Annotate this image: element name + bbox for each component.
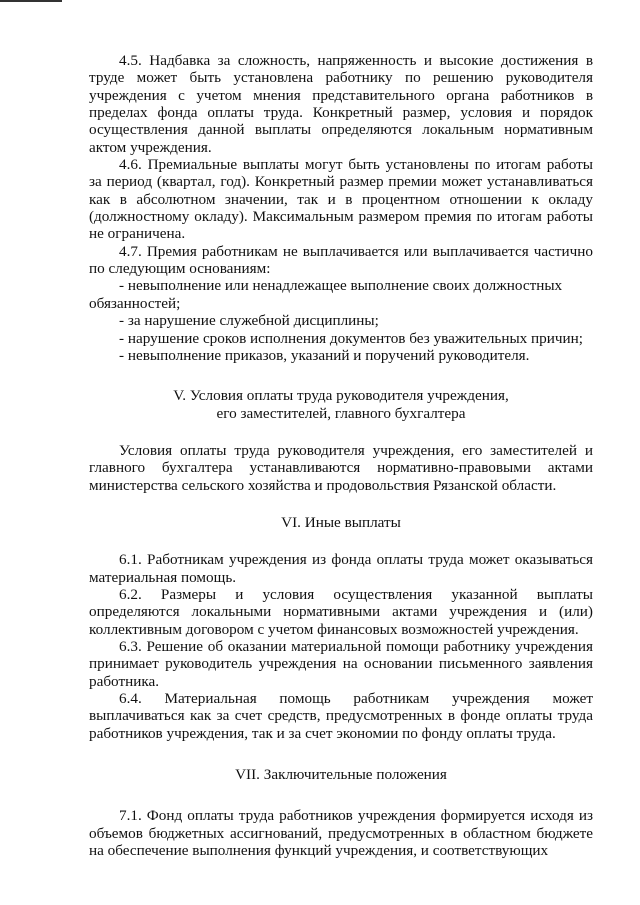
paragraph-6-1: 6.1. Работникам учреждения из фонда оплаты труда может оказываться материальная помощь. <box>89 551 593 586</box>
section-5-title-line2: его заместителей, главного бухгалтера <box>216 404 466 422</box>
paragraph-6-3: 6.3. Решение об оказании материальной помощи работнику учреждения принимает руководитель учреждения на основании письменного заявления работника. <box>89 637 593 690</box>
paragraph-6-2: 6.2. Размеры и условия осуществления указанной выплаты определяются локальными нормативными актами учреждения и (или) коллективным договором с учетом финансовых возможностей учреждения. <box>89 585 593 638</box>
section-5-title-line1: V. Условия оплаты труда руководителя учреждения, <box>173 387 509 405</box>
list-item-discipline: - за нарушение служебной дисциплины; <box>119 312 379 330</box>
paragraph-4-7: 4.7. Премия работникам не выплачивается или выплачивается частично по следующим основаниям: <box>89 242 593 278</box>
paragraph-7-1: 7.1. Фонд оплаты труда работников учреждения формируется исходя из объемов бюджетных ассигнований, предусмотренных в областном бюджете на обеспечение выполнения функций учреждения, и соответствующих <box>89 807 593 860</box>
list-item-deadlines: - нарушение сроков исполнения документов без уважительных причин; <box>119 329 584 347</box>
list-item-orders: - невыполнение приказов, указаний и поручений руководителя. <box>119 346 530 364</box>
paragraph-4-6: 4.6. Премиальные выплаты могут быть установлены по итогам работы за период (квартал, год). Конкретный размер премии может устанавливаться как в абсолютном значении, так и в процентном отношении к окладу (должностному окладу). Максимальным размером премия по итогам работы не ограничена. <box>89 156 593 243</box>
section-7-title: VII. Заключительные положения <box>235 766 447 784</box>
paragraph-6-4: 6.4. Материальная помощь работникам учреждения может выплачиваться как за счет средств, предусмотренных в фонде оплаты труда работников учреждения, так и за счет экономии по фонду оплаты труда. <box>89 690 593 742</box>
list-item-duties <box>89 277 593 312</box>
section-6-title: VI. Иные выплаты <box>281 513 401 531</box>
paragraph-4-5: 4.5. Надбавка за сложность, напряженность и высокие достижения в труде может быть установлена работнику по решению руководителя учреждения с учетом мнения представительного органа работников в пределах фонда оплаты труда. Конкретный размер, условия и порядок осуществления данной выплаты определяются локальным нормативным актом учреждения. <box>89 52 593 156</box>
document-body <box>89 52 593 859</box>
scan-edge-line <box>0 0 62 2</box>
list-item-duties-line2: обязанностей; <box>89 294 181 312</box>
list-item-duties-line1: - невыполнение или ненадлежащее выполнение своих должностных <box>119 277 563 295</box>
paragraph-5-1: Условия оплаты труда руководителя учреждения, его заместителей и главного бухгалтера устанавливаются нормативно-правовыми актами министерства сельского хозяйства и продовольствия Рязанской области. <box>89 441 593 494</box>
